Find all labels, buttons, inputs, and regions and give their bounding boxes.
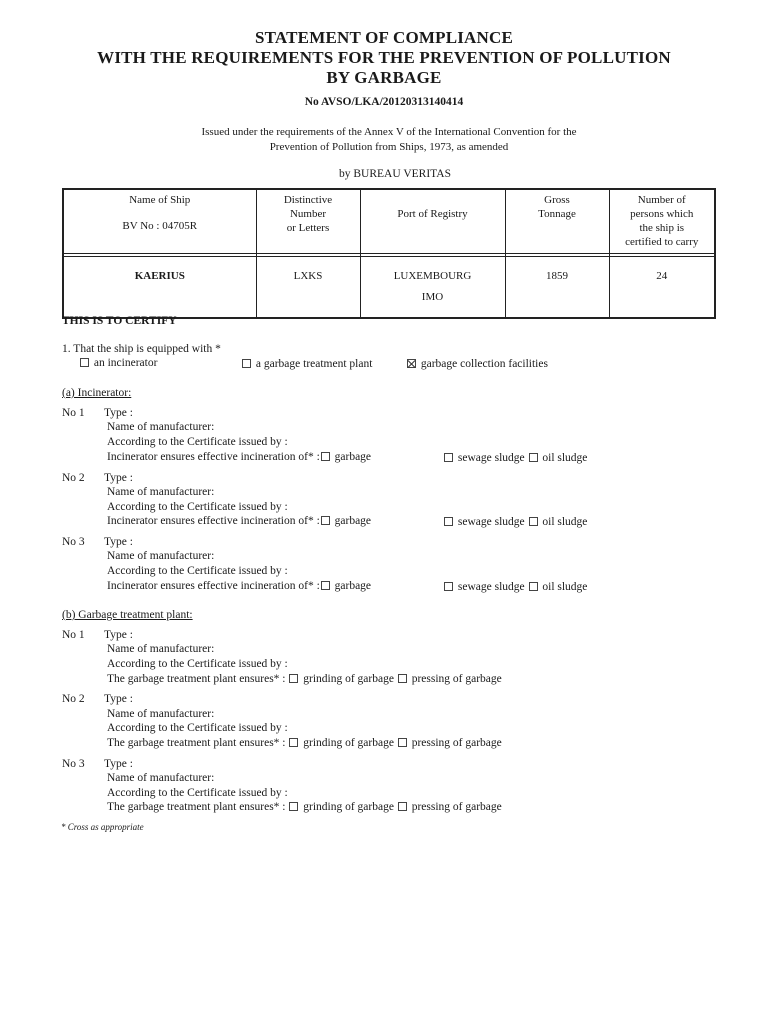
item1-text: 1. That the ship is equipped with * — [62, 343, 221, 355]
header-persons — [609, 189, 715, 254]
title-line-2: WITH THE REQUIREMENTS FOR THE PREVENTION OF POLLUTION — [97, 48, 671, 67]
header-distinctive-2: Number — [289, 208, 327, 220]
according-label: According to the Certificate issued by : — [107, 722, 288, 734]
header-gross — [505, 189, 609, 254]
oil-sludge-label: oil sludge — [542, 516, 588, 528]
table-row — [63, 257, 715, 319]
section-b-heading: (b) Garbage treatment plant: — [62, 609, 193, 621]
manufacturer-label: Name of manufacturer: — [107, 772, 215, 784]
grinding-checkbox[interactable] — [289, 738, 298, 747]
incineration-line — [107, 451, 371, 463]
distinctive-letters: LXKS — [256, 257, 360, 319]
pressing-checkbox[interactable] — [398, 738, 407, 747]
sewage-sludge-checkbox[interactable] — [444, 582, 453, 591]
entry-number: No 1 — [62, 629, 85, 641]
gross-tonnage: 1859 — [505, 257, 609, 319]
manufacturer-label: Name of manufacturer: — [107, 486, 215, 498]
according-label: According to the Certificate issued by : — [107, 436, 288, 448]
issued-under-line-1: Issued under the requirements of the Annex V of the International Convention for the — [201, 126, 577, 138]
bv-number: BV No : 04705R — [122, 220, 198, 232]
issued-by: by BUREAU VERITAS — [339, 168, 451, 180]
manufacturer-label: Name of manufacturer: — [107, 550, 215, 562]
header-persons-2: persons which — [630, 208, 694, 220]
garbage-label: garbage — [334, 580, 372, 592]
treatment-line — [107, 737, 502, 749]
sewage-sludge-label: sewage sludge — [457, 452, 525, 464]
treatment-line — [107, 673, 502, 685]
pressing-checkbox[interactable] — [398, 802, 407, 811]
treatment-line — [107, 801, 502, 813]
incinerator-checkbox[interactable] — [80, 358, 89, 367]
sewage-sludge-label: sewage sludge — [457, 516, 525, 528]
ensures-label: The garbage treatment plant ensures* : — [107, 801, 286, 813]
header-port — [360, 189, 505, 254]
persons-count: 24 — [609, 257, 715, 319]
ensures-label: Incinerator ensures effective incineration of* : — [107, 580, 320, 592]
option-treatment-plant — [241, 358, 372, 370]
ensures-label: Incinerator ensures effective incineration of* : — [107, 451, 320, 463]
treatment-plant-checkbox[interactable] — [242, 359, 251, 368]
oil-sludge-checkbox[interactable] — [529, 582, 538, 591]
oil-sludge-label: oil sludge — [542, 452, 588, 464]
ensures-label: The garbage treatment plant ensures* : — [107, 737, 286, 749]
table-header-row — [63, 189, 715, 254]
type-label: Type : — [104, 407, 133, 419]
certify-heading: THIS IS TO CERTIFY — [62, 315, 177, 327]
title-line-1: STATEMENT OF COMPLIANCE — [254, 28, 514, 47]
grinding-label: grinding of garbage — [303, 737, 394, 749]
sludge-options — [443, 452, 587, 464]
entry-number: No 2 — [62, 472, 85, 484]
garbage-label: garbage — [334, 515, 372, 527]
ship-name: KAERIUS — [63, 257, 256, 319]
title-line-3: BY GARBAGE — [326, 68, 442, 87]
garbage-checkbox[interactable] — [321, 516, 330, 525]
according-label: According to the Certificate issued by : — [107, 658, 288, 670]
header-persons-1: Number of — [637, 194, 686, 206]
header-port-label: Port of Registry — [397, 208, 468, 220]
incineration-line — [107, 515, 371, 527]
imo-label: IMO — [421, 291, 444, 303]
entry-number: No 1 — [62, 407, 85, 419]
type-label: Type : — [104, 472, 133, 484]
sludge-options — [443, 516, 587, 528]
ensures-label: The garbage treatment plant ensures* : — [107, 673, 286, 685]
oil-sludge-checkbox[interactable] — [529, 517, 538, 526]
type-label: Type : — [104, 693, 133, 705]
header-name-of-ship — [63, 189, 256, 254]
entry-number: No 3 — [62, 536, 85, 548]
grinding-checkbox[interactable] — [289, 802, 298, 811]
pressing-label: pressing of garbage — [411, 801, 502, 813]
oil-sludge-label: oil sludge — [542, 581, 588, 593]
according-label: According to the Certificate issued by : — [107, 565, 288, 577]
according-label: According to the Certificate issued by : — [107, 787, 288, 799]
collection-checkbox-checked[interactable] — [407, 359, 416, 368]
certificate-number: No AVSO/LKA/20120313140414 — [304, 96, 464, 108]
issued-under-line-2: Prevention of Pollution from Ships, 1973, as amended — [269, 141, 509, 153]
garbage-label: garbage — [334, 451, 372, 463]
port-value: LUXEMBOURG — [393, 270, 472, 282]
sewage-sludge-checkbox[interactable] — [444, 453, 453, 462]
grinding-label: grinding of garbage — [303, 801, 394, 813]
manufacturer-label: Name of manufacturer: — [107, 708, 215, 720]
entry-number: No 3 — [62, 758, 85, 770]
sewage-sludge-checkbox[interactable] — [444, 517, 453, 526]
type-label: Type : — [104, 758, 133, 770]
option-treatment-plant-label: a garbage treatment plant — [255, 358, 373, 370]
option-incinerator — [79, 357, 157, 369]
issued-under-text — [0, 125, 768, 155]
sewage-sludge-label: sewage sludge — [457, 581, 525, 593]
header-persons-3: the ship is — [639, 222, 685, 234]
header-distinctive-3: or Letters — [286, 222, 330, 234]
according-label: According to the Certificate issued by : — [107, 501, 288, 513]
header-name-label: Name of Ship — [129, 194, 191, 206]
pressing-label: pressing of garbage — [411, 737, 502, 749]
grinding-checkbox[interactable] — [289, 674, 298, 683]
option-incinerator-label: an incinerator — [93, 357, 158, 369]
header-gross-1: Gross — [544, 194, 570, 206]
oil-sludge-checkbox[interactable] — [529, 453, 538, 462]
option-collection-label: garbage collection facilities — [420, 358, 548, 370]
ship-particulars-table — [62, 188, 716, 319]
garbage-checkbox[interactable] — [321, 452, 330, 461]
incineration-line — [107, 580, 371, 592]
footnote: * Cross as appropriate — [61, 822, 144, 832]
manufacturer-label: Name of manufacturer: — [107, 421, 215, 433]
pressing-label: pressing of garbage — [411, 673, 502, 685]
header-distinctive — [256, 189, 360, 254]
garbage-checkbox[interactable] — [321, 581, 330, 590]
manufacturer-label: Name of manufacturer: — [107, 643, 215, 655]
type-label: Type : — [104, 629, 133, 641]
port-of-registry — [360, 257, 505, 319]
ensures-label: Incinerator ensures effective incineration of* : — [107, 515, 320, 527]
pressing-checkbox[interactable] — [398, 674, 407, 683]
header-distinctive-1: Distinctive — [283, 194, 333, 206]
type-label: Type : — [104, 536, 133, 548]
section-a-heading: (a) Incinerator: — [62, 387, 132, 399]
option-collection — [406, 358, 548, 370]
grinding-label: grinding of garbage — [303, 673, 394, 685]
entry-number: No 2 — [62, 693, 85, 705]
header-persons-4: certified to carry — [625, 236, 699, 248]
sludge-options — [443, 581, 587, 593]
header-gross-2: Tonnage — [538, 208, 576, 220]
